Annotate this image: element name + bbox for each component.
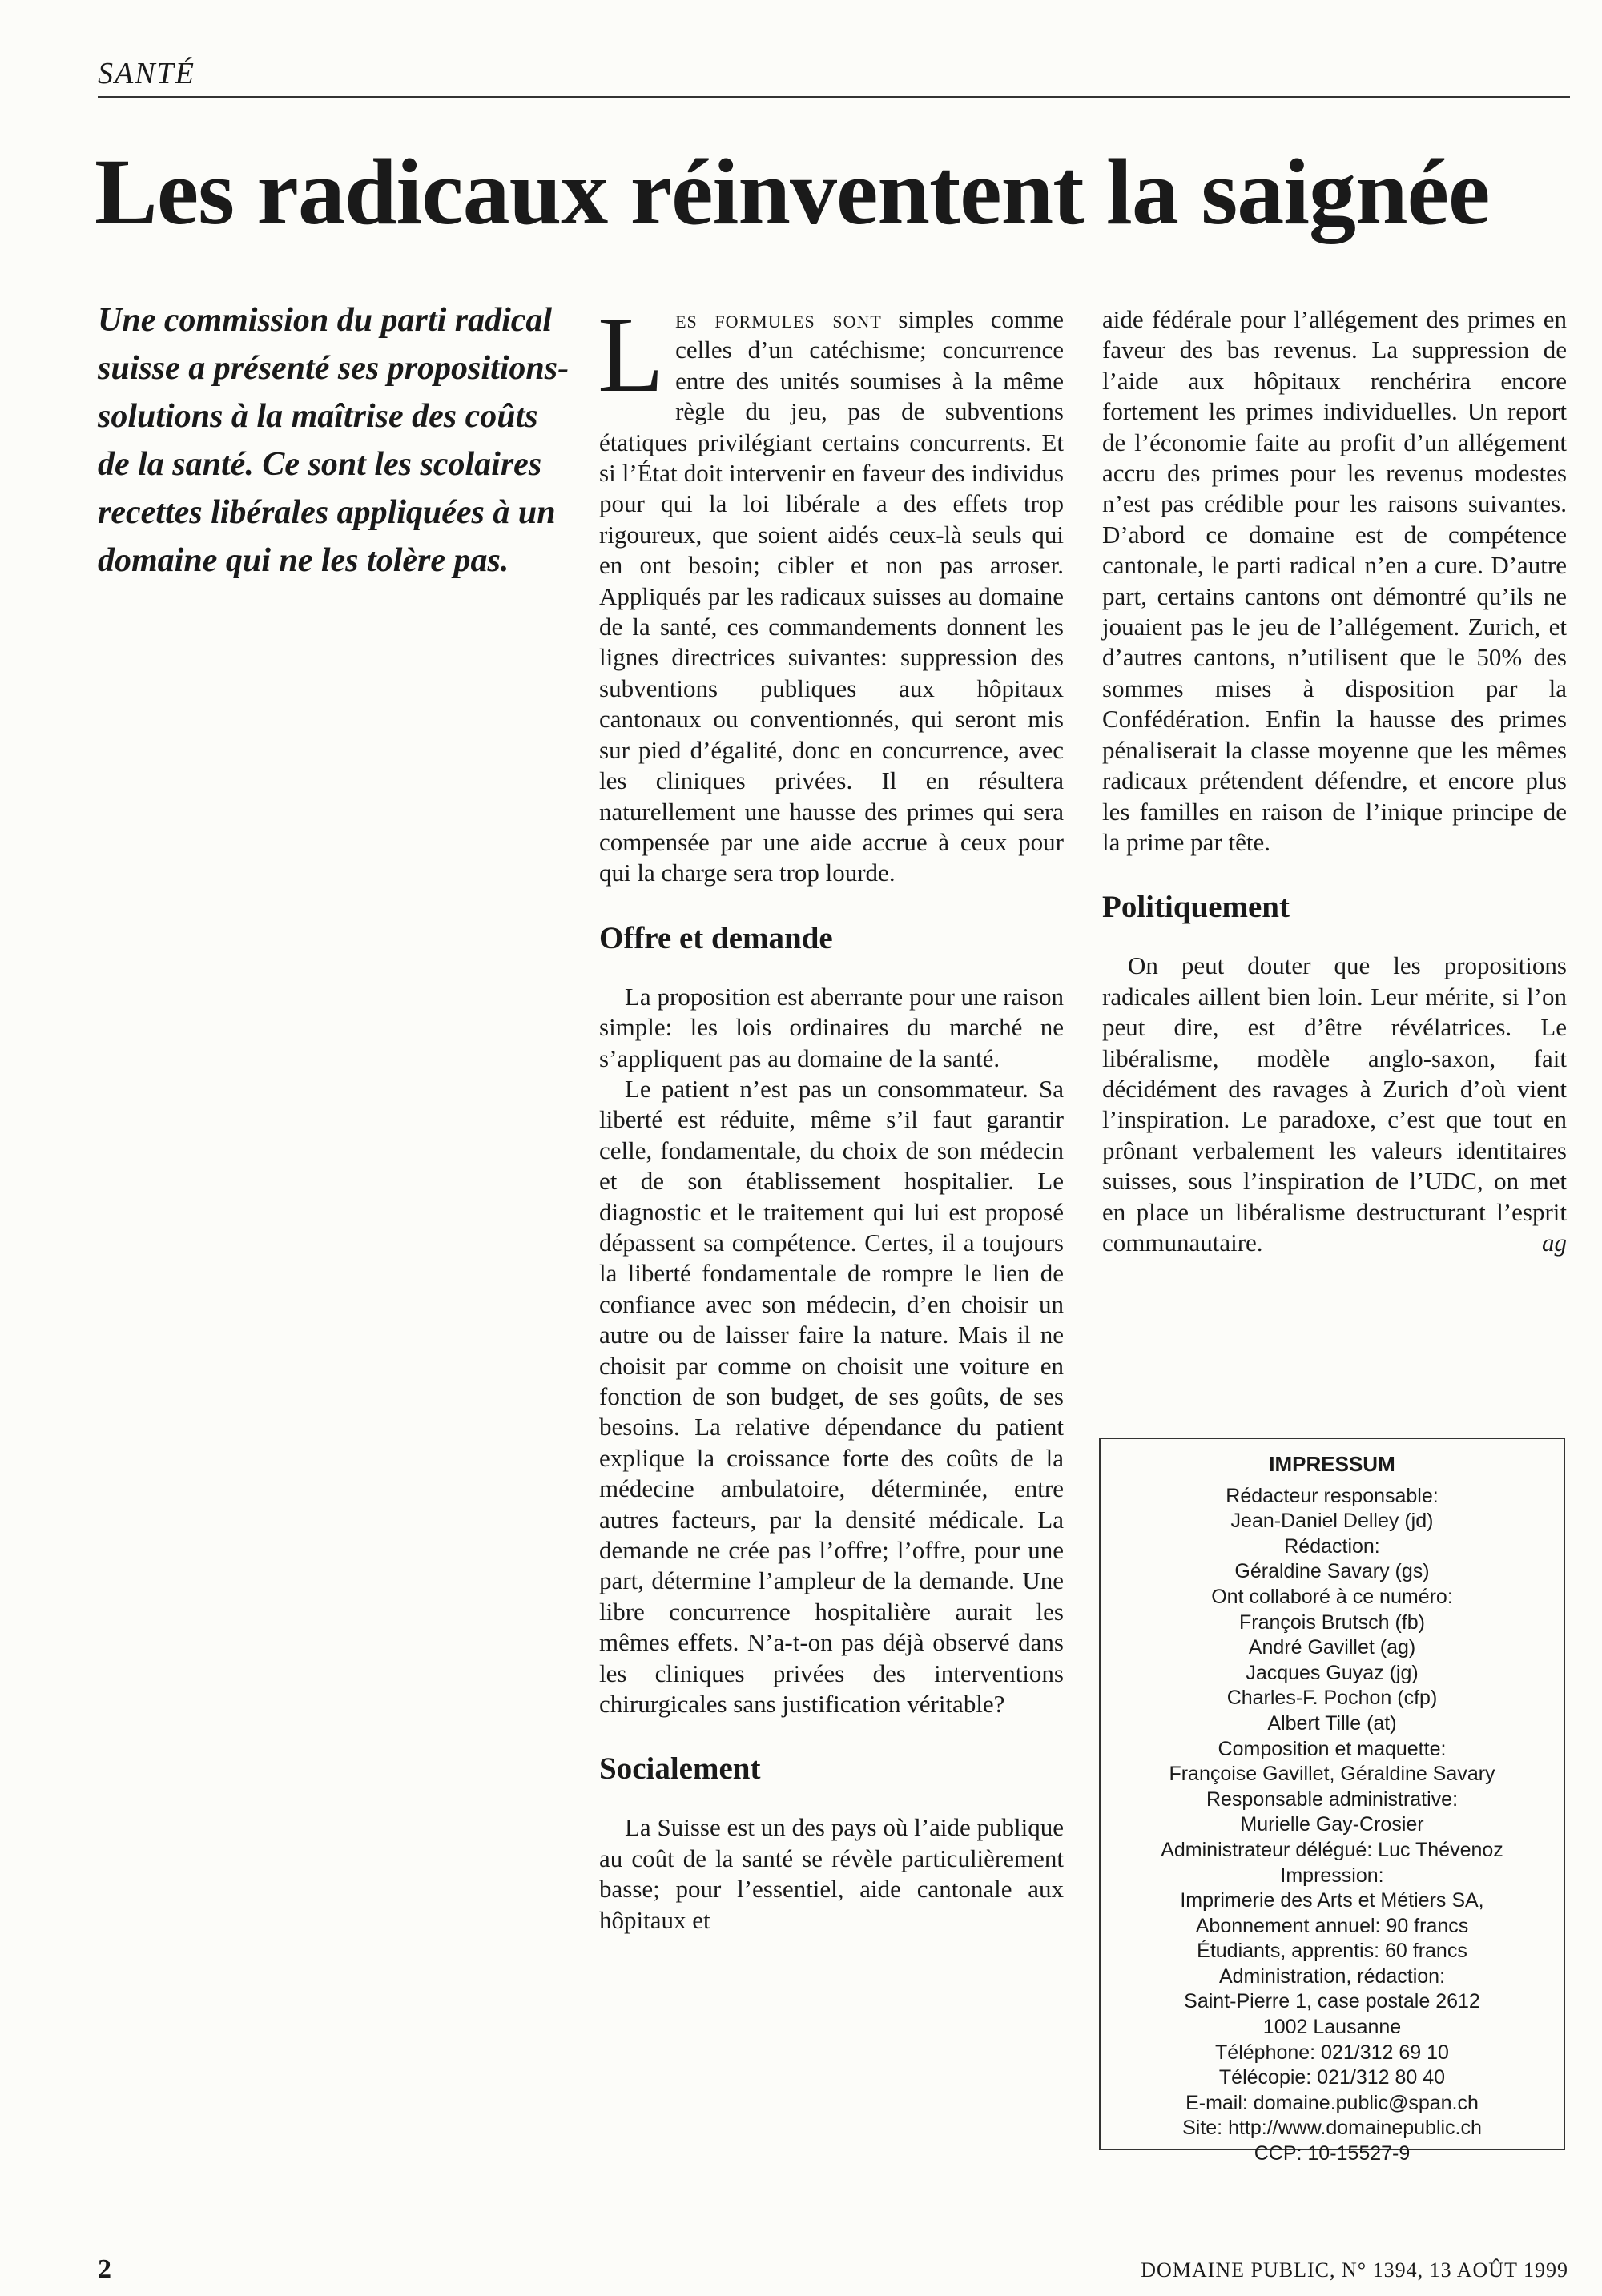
paragraph-social-1: La Suisse est un des pays où l’aide publique au coût de la santé se révèle particulièrement basse; pour l’essentiel, aide cantonale aux hôpitaux et <box>599 1813 1064 1934</box>
drop-cap: L <box>598 295 665 415</box>
header-rule <box>98 96 1570 98</box>
heading-offre-demande: Offre et demande <box>599 920 833 955</box>
impressum-line: CCP: 10-15527-9 <box>1254 2142 1411 2165</box>
impressum-line: Impression: <box>1280 1864 1384 1887</box>
impressum-line: Téléphone: 021/312 69 10 <box>1215 2041 1449 2064</box>
section-label: SANTÉ <box>98 57 195 90</box>
intro-paragraph <box>598 295 1064 889</box>
impressum-title: IMPRESSUM <box>1269 1452 1395 1476</box>
impressum-line: Albert Tille (at) <box>1267 1711 1397 1735</box>
impressum-line: Imprimerie des Arts et Métiers SA, <box>1180 1889 1484 1912</box>
article-column-3 <box>1102 304 1567 1258</box>
impressum-line: André Gavillet (ag) <box>1248 1636 1416 1659</box>
author-signature: ag <box>1542 1228 1567 1257</box>
article-title: Les radicaux réinventent la saignée <box>95 139 1490 244</box>
paragraph-politiquement <box>1102 951 1567 1258</box>
impressum-line: Françoise Gavillet, Géraldine Savary <box>1169 1763 1495 1786</box>
impressum-line: Administrateur délégué: Luc Thévenoz <box>1161 1838 1503 1861</box>
impressum-line: Charles-F. Pochon (cfp) <box>1226 1687 1438 1710</box>
impressum-line: Rédacteur responsable: <box>1226 1484 1439 1507</box>
impressum-line: Responsable administrative: <box>1206 1787 1459 1811</box>
impressum-line: Saint-Pierre 1, case postale 2612 <box>1184 1990 1480 2013</box>
impressum-box <box>1099 1438 1565 2165</box>
politiquement-text: On peut douter que les propositions radicales aillent bien loin. Leur mérite, si l’on peut dire, est d’être révélatrices. Le libéralisme, modèle anglo-saxon, fait décidément des ravages à Zurich d’où vient l’inspiration. Le paradoxe, c’est que tout en prônant verbalement les valeurs identitaires suisses, sous l’inspiration de l’UDC, on met en place un libéralisme destructurant l’esprit communautaire. <box>1102 951 1567 1257</box>
impressum-line: Composition et maquette: <box>1218 1737 1447 1760</box>
impressum-line: Ont collaboré à ce numéro: <box>1211 1585 1453 1608</box>
heading-politiquement: Politiquement <box>1102 890 1290 925</box>
impressum-line: Abonnement annuel: 90 francs <box>1195 1914 1469 1937</box>
impressum-line: E-mail: domaine.public@span.ch <box>1185 2091 1479 2114</box>
impressum-line: Étudiants, apprentis: 60 francs <box>1197 1940 1467 1963</box>
article-column-2 <box>598 295 1064 1936</box>
intro-smallcaps: es formules sont <box>675 305 882 333</box>
article-lede: Une commission du parti radical suisse a présenté ses propositions-solutions à la maîtrise des coûts de la santé. Ce sont les scolaires recettes libérales appliquées à un domaine qui ne les tolère pas. <box>98 302 570 579</box>
impressum-line: 1002 Lausanne <box>1262 2016 1402 2039</box>
impressum-line: Jean-Daniel Delley (jd) <box>1230 1510 1434 1533</box>
heading-socialement: Socialement <box>599 1751 761 1787</box>
impressum-line: Murielle Gay-Crosier <box>1240 1813 1424 1836</box>
page-number: 2 <box>98 2254 111 2284</box>
paragraph-offre-2: Le patient n’est pas un consommateur. Sa liberté est réduite, même s’il faut garantir celle, fondamentale, du choix de son médecin et de son établissement hospitalier. Le diagnostic et le traitement qui lui est proposé dépassent sa compétence. Certes, il a toujours la liberté fondamentale de rompre le lien de confiance avec son médecin, d’en choisir un autre ou de laisser faire la nature. Mais il ne choisit par comme on choisit une voiture en fonction de son budget, de ses goûts, de ses besoins. La relative dépendance du patient explique la croissance forte des coûts de la médecine ambulatoire, déterminée, entre autres facteurs, par la densité médicale. La demande ne crée pas l’offre; l’offre, pour une part, détermine l’ampleur de la demande. Une libre concurrence hospitalière aurait les mêmes effets. N’a-t-on pas déjà observé dans les cliniques privées des interventions chirurgicales sans justification véritable? <box>599 1074 1064 1719</box>
impressum-line: Site: http://www.domainepublic.ch <box>1182 2117 1482 2140</box>
paragraph-offre-1: La proposition est aberrante pour une raison simple: les lois ordinaires du marché ne s’appliquent pas au domaine de la santé. <box>599 982 1064 1072</box>
impressum-line: Géraldine Savary (gs) <box>1234 1560 1430 1583</box>
impressum-line: Administration, rédaction: <box>1218 1964 1446 1988</box>
impressum-line: Rédaction: <box>1284 1534 1380 1558</box>
impressum-line: Jacques Guyaz (jg) <box>1246 1661 1419 1684</box>
footer-issue: DOMAINE PUBLIC, N° 1394, 13 AOÛT 1999 <box>1141 2258 1568 2282</box>
impressum-line: François Brutsch (fb) <box>1238 1610 1425 1634</box>
paragraph-social-2: aide fédérale pour l’allégement des primes en faveur des bas revenus. La suppression de l’aide aux hôpitaux renchérira encore fortement les primes individuelles. Un report de l’économie faite au profit d’un allégement accru des primes pour les revenus modestes n’est pas crédible pour les raisons suivantes. D’abord ce domaine est de compétence cantonale, le parti radical n’en a cure. D’autre part, certains cantons ont démontré qu’ils ne jouaient pas le jeu de l’allégement. Zurich, et d’autres cantons, n’utilisent que le 50% des sommes mises à disposition par la Confédération. Enfin la hausse des primes pénaliserait la classe moyenne que les mêmes radicaux prétendent défendre, et encore plus les familles en raison de l’inique principe de la prime par tête. <box>1102 305 1567 856</box>
intro-text: simples comme celles d’un catéchisme; concurrence entre des unités soumises à la même règle du jeu, pas de subventions étatiques privilégiant certains concurrents. Et si l’État doit intervenir en faveur des individus pour qui la loi libérale a des effets trop rigoureux, que soient aidés ceux-là seuls qui en ont besoin; cibler et non pas arroser. Appliqués par les radicaux suisses au domaine de la santé, ces commandements donnent les lignes directrices suivantes: suppression des subventions publiques aux hôpitaux cantonaux ou conventionnés, qui seront mis sur pied d’égalité, donc en concurrence, avec les cliniques privées. Il en résultera naturellement une hausse des primes qui sera compensée par une aide accrue à ceux pour qui la charge sera trop lourde. <box>599 305 1064 887</box>
impressum-line: Télécopie: 021/312 80 40 <box>1218 2066 1446 2089</box>
